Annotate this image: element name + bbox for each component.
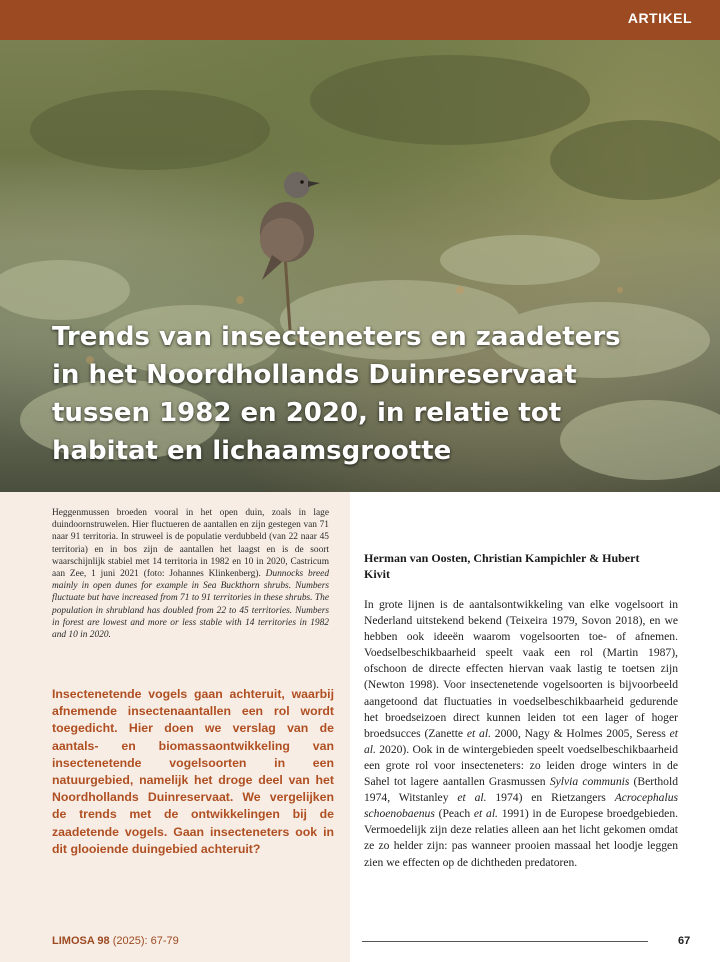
body-text: 2020). Ook in de wintergebieden speelt voedselbeschikbaarheid een grote rol voor insecteneters: zo leiden droge winters in de Sahel tot lagere aantallen Grasmussen [364, 742, 678, 789]
article-title: Trends van insecteneters en zaadeters in het Noordhollands Duinreservaat tussen 1982 en 2020, in relatie tot habitat en lichaamsgrootte [52, 322, 621, 466]
body-text: 1991) in de Europese broedgebieden. Vermoedelijk zijn deze relaties alleen aan het licht gekomen omdat ze zo helder zijn: pas wanneer prooien massaal het loodje leggen zien we effecten op de dichtheden predatoren. [364, 807, 679, 869]
photo-caption [52, 507, 329, 641]
caption-english: Dunnocks breed mainly in open dunes for example in Sea Buckthorn shrubs. Numbers fluctuate but have increased from 71 to 91 territories in these shrubs. The population in shrubland has doubled from 22 to 45 territories. Numbers in forest are lowest and more or less stable with 14 territories in 1982 and 10 in 2020. [52, 569, 330, 641]
section-tag: ARTIKEL [627, 10, 692, 26]
body-italic: et al. [466, 726, 491, 740]
body-italic: et al. [473, 807, 498, 821]
body-text: (Peach [434, 807, 474, 821]
body-italic: et al. [457, 791, 487, 805]
body-text: In grote lijnen is de aantalsontwikkeling van elke vogelsoort in Nederland uitstekend bekend (Teixeira 1979, Sovon 2018), en we hebben ook ideeën waarom vogelsoorten toe- of afnemen. Voedselbeschikbaarheid speelt vaak een rol (Martin 1987), ofschoon de directe effecten hiervan vaak lastig te toetsen zijn (Newton 1998). Voor insectenetende vogelsoorten is bijvoorbeeld aangetoond dat fluctuaties in voedselbeschikbaarheid gedurende het broedseizoen direct kunnen leiden tot een lager of hoger broedsucces (Zanette [364, 598, 678, 740]
citation-details: (2025): 67-79 [109, 935, 179, 947]
species-name: Acrocephalus schoenobaenus [364, 791, 679, 821]
footer-divider [362, 941, 648, 942]
page-number: 67 [678, 935, 691, 947]
caption-dutch: Heggenmussen broeden vooral in het open duin, zoals in lage duindoornstruwelen. Hier fluctueren de aantallen en zijn gestegen van 71 naar 91 territoria. In struweel is de populatie verdubbeld (van 22 naar 45 territoria) en in bos zijn de aantallen het laagst en is de soort waarschijnlijk stabiel met 14 territoria in 1982 en 10 in 2020, Castricum aan Zee, 1 juni 2021 (foto: Johannes Klinkenberg). [52, 508, 329, 580]
body-italic: et al. [364, 726, 678, 756]
body-text: (Berthold 1974, Witstanley [364, 775, 678, 805]
authors: Herman van Oosten, Christian Kampichler & Hubert Kivit [364, 551, 640, 581]
hero-photo [0, 40, 720, 492]
article-body-text [364, 597, 678, 871]
journal-name: LIMOSA 98 [52, 935, 110, 947]
body-text: 1974) en Rietzangers [486, 791, 615, 805]
article-abstract: Insectenetende vogels gaan achteruit, waarbij afnemende insectenaantallen een rol wordt toegedicht. Hier doen we verslag van de aantals- en biomassaontwikkeling van insectenetende vogelsoorten in een natuurgebied, namelijk het droge deel van het Noordhollands Duinreservaat. We vergelijken de trends met de ontwikkelingen bij de zaadetende vogels. Gaan insecteneters ook in dit glooiende duingebied achteruit? [52, 687, 334, 856]
section-header-bar [0, 0, 720, 40]
journal-citation [52, 935, 179, 947]
species-name: Sylvia communis [549, 775, 630, 789]
body-text: 2000, Nagy & Holmes 2005, Seress [490, 726, 670, 740]
